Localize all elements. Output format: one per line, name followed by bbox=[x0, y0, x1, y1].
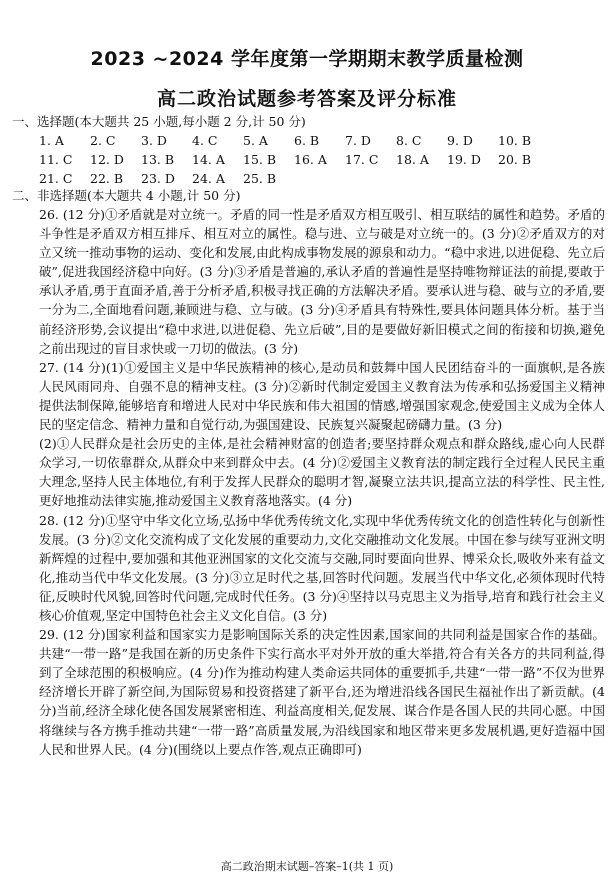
choice-answer-grid bbox=[39, 131, 549, 188]
question-27-part1-text: 27. (14 分)(1)①爱国主义是中华民族精神的核心,是动员和鼓舞中国人民团结奋斗的一面旗帜,是各族人民风雨同舟、自强不息的精神支柱。(3 分)②新时代制定爱国主义教育法为传承和弘扬爱国主义精神提供法制保障,能够培育和增进人民对中华民族和伟大祖国的情感,增强国家观念,使爱国主义成为全体人民的坚定信念、精神力量和自觉行动,为强国建设、民族复兴凝聚起磅礴力量。(3 分) bbox=[39, 359, 605, 433]
question-28-answer bbox=[39, 511, 605, 626]
answer-item: 7. D bbox=[345, 133, 371, 148]
section-essay-heading: 二、非选择题(本大题共 4 小题,计 50 分) bbox=[12, 188, 241, 203]
answer-item: 8. C bbox=[396, 133, 422, 148]
answer-item: 6. B bbox=[294, 133, 320, 148]
essay-answers bbox=[39, 205, 605, 759]
page-footer: 高二政治期末试题–答案–1(共 1 页) bbox=[220, 860, 394, 873]
answer-item: 16. A bbox=[294, 152, 327, 167]
question-26-text: 26. (12 分)①矛盾就是对立统一。矛盾的同一性是矛盾双方相互吸引、相互联结的属性和趋势。矛盾的斗争性是矛盾双方相互排斥、相互对立的属性。稳与进、立与破是对立统一的。(3 分)②矛盾双方的对立又统一推动事物的运动、变化和发展,由此构成事物发展的源泉和动力。“稳中求进,以进促稳、先立后破”,促进我国经济稳中向好。(3 分)③矛盾是普遍的,承认矛盾的普遍性是坚持唯物辩证法的前提,要敢于承认矛盾,勇于直面矛盾,善于分析矛盾,积极寻找正确的方法解决矛盾。要承认进与稳、破与立的矛盾,要一分为二,全面地看问题,兼顾进与稳、立与破。(3 分)④矛盾具有特殊性,要具体问题具体分析。基于当前经济形势,会议提出“稳中求进,以进促稳、先立后破”,目的是要做好新旧模式之间的衔接和切换,避免之前出现过的盲目求快或一刀切的做法。(3 分) bbox=[39, 207, 605, 356]
question-28-text: 28. (12 分)①坚守中华文化立场,弘扬中华优秀传统文化,实现中华优秀传统文化的创造性转化与创新性发展。(3 分)②文化交流构成了文化发展的重要动力,文化交融推动文化发展。中国在参与续写亚洲文明新辉煌的过程中,要加强和其他亚洲国家的文化交流与交融,同时要面向世界、博采众长,吸收外来有益文化,推动当代中华文化发展。(3 分)③立足时代之基,回答时代问题。发展当代中华文化,必须体现时代特征,反映时代风貌,回答时代问题,完成时代任务。(3 分)④坚持以马克思主义为指导,培育和践行社会主义核心价值观,坚定中国特色社会主义文化自信。(3 分) bbox=[39, 512, 605, 623]
answer-item: 3. D bbox=[141, 133, 167, 148]
question-26-answer bbox=[39, 205, 605, 358]
answer-item: 10. B bbox=[498, 133, 532, 148]
answer-item: 1. A bbox=[39, 133, 64, 148]
answer-item: 15. B bbox=[243, 152, 277, 167]
answer-row bbox=[39, 131, 549, 150]
question-27-part2-text: (2)①人民群众是社会历史的主体,是社会精神财富的创造者;要坚持群众观点和群众路线,虚心向人民群众学习,一切依靠群众,从群众中来到群众中去。(4 分)②爱国主义教育法的制定践行全过程人民民主重大理念,坚持人民主体地位,有利于发挥人民群众的聪明才智,凝聚立法共识,提高立法的科学性、民主性,更好地推动法律实施,推动爱国主义教育落地落实。(4 分) bbox=[39, 436, 605, 509]
section-choice-heading: 一、选择题(本大题共 25 小题,每小题 2 分,计 50 分) bbox=[12, 114, 306, 129]
answer-item: 18. A bbox=[396, 152, 429, 167]
answer-item: 20. B bbox=[498, 152, 532, 167]
answer-item: 5. A bbox=[243, 133, 268, 148]
answer-item: 9. D bbox=[447, 133, 473, 148]
document-subtitle: 高二政治试题参考答案及评分标准 bbox=[156, 88, 457, 110]
answer-row bbox=[39, 150, 549, 169]
answer-item: 19. D bbox=[447, 152, 481, 167]
answer-item: 23. D bbox=[141, 171, 175, 186]
document-title: 2023 ~2024 学年度第一学期期末教学质量检测 bbox=[90, 48, 524, 70]
question-27-answer bbox=[39, 358, 605, 511]
answer-item: 21. C bbox=[39, 171, 73, 186]
answer-item: 12. D bbox=[90, 152, 124, 167]
answer-item: 11. C bbox=[39, 152, 73, 167]
question-29-text: 29. (12 分)国家利益和国家实力是影响国际关系的决定性因素,国家间的共同利益是国家合作的基础。共建“一带一路”是我国在新的历史条件下实行高水平对外开放的重大举措,符合有关各方的共同利益,得到了全球范围的积极响应。(4 分)作为推动构建人类命运共同体的重要抓手,共建“一带一路”不仅为世界经济增长开辟了新空间,为国际贸易和投资搭建了新平台,还为增进沿线各国民生福祉作出了新贡献。(4 分)当前,经济全球化使各国发展紧密相连、利益高度相关,促发展、谋合作是各国人民的共同心愿。中国将继续与各方携手推动共建“一带一路”高质量发展,为沿线国家和地区带来更多发展机遇,更好造福中国人民和世界人民。(4 分)(围绕以上要点作答,观点正确即可) bbox=[39, 627, 605, 757]
question-29-answer bbox=[39, 625, 605, 759]
answer-item: 13. B bbox=[141, 152, 175, 167]
answer-item: 24. A bbox=[192, 171, 225, 186]
answer-item: 17. C bbox=[345, 152, 379, 167]
answer-item: 22. B bbox=[90, 171, 124, 186]
answer-item: 14. A bbox=[192, 152, 225, 167]
answer-item: 2. C bbox=[90, 133, 116, 148]
answer-item: 25. B bbox=[243, 171, 277, 186]
answer-item: 4. C bbox=[192, 133, 218, 148]
